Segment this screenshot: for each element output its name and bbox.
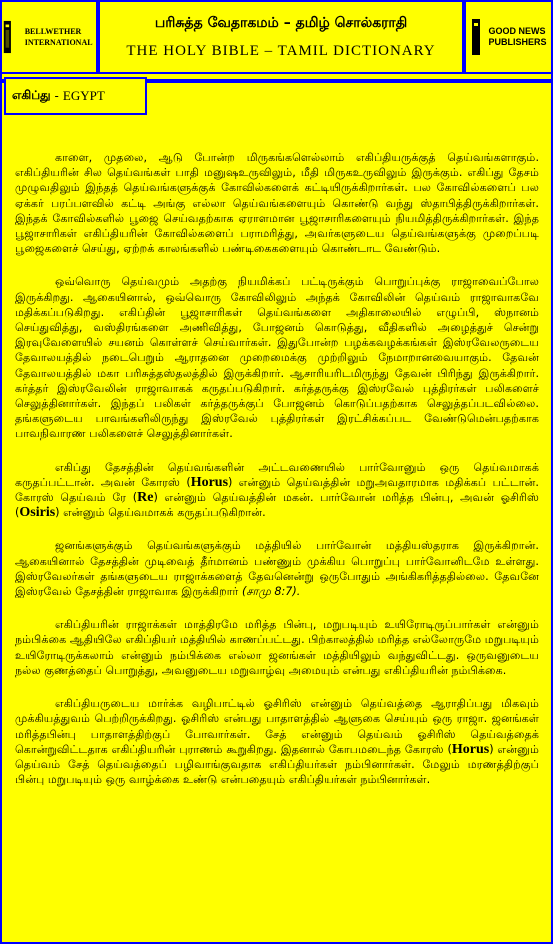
paragraph-4 (15, 538, 539, 599)
article-body (15, 150, 539, 805)
topic-tamil: எகிப்து (12, 88, 51, 102)
paragraph-2: ஒவ்வொரு தெய்வமும் அதற்கு நியமிக்கப் பட்டிருக்கும் பொறுப்புக்கு ராஜாவைப்போல இருக்கிறது. ஆகையினால், ஒவ்வொரு கோவிலிலும் அந்தக் கோவிலின் தெய்வம் ராஜாவாகவே மதிக்கப்படுகிறது. எகிப்தின் பூஜாசாரிகள் தெய்வங்களை அதிகாலையில் எழுப்பி, ஸ்நானம் செய்துவித்து, வஸ்திரங்களை அணிவித்து, போஜனம் கொடுத்து, வீதிகளில் அழைத்துச் சென்று இரவுவேளையில் சயனம் கொள்ளச் செய்வார்கள். இதுபோன்ற பழக்கவழக்கங்கள் இஸ்ரவேலருடைய தேவாலயத்தில் நடைபெறும் ஆராதனை முறைமைக்கு முற்றிலும் நேமாறானவையாகும். தேவன் தேவாலயத்தில் மகா பரிசுத்தஸ்தலத்தில் இருக்கிறார். ஆசாரியரிடமிருந்து தேவன் பிரிந்து இருக்கிறார். கர்த்தர் இஸ்ரவேலின் ராஜாவாகக் கருதப்படுகிறார். கர்த்தருக்கு இஸ்ரவேல் புத்திரர்கள் பலிகளைச் செலுத்தினார்கள். இந்தப் பலிகள் கர்த்தருக்குப் போஜனம் கொடுப்பதற்காக செலுத்தப்படவில்லை. தங்களுடைய பாவங்களிலிருந்து இஸ்ரவேல் புத்திரர்கள் இரட்சிக்கப்பட வேண்டுமென்பதற்காக பாவநிவாரண பலிகளைச் செலுத்தினார்கள். (15, 275, 539, 441)
bellwether-logo (0, 0, 98, 74)
header (0, 0, 553, 80)
p3-text-2: ) என்னும் தெய்வத்தின் மறுஅவதாரமாக மதிக்கப் பட்டான். கோரஸ் தெய்வம் ரே ( (15, 475, 539, 505)
p3-text-1: எகிப்து தேசத்தின் தெய்வங்களின் அட்டவணையில் பார்வோனும் ஒரு தெய்வமாகக் கருதப்பட்டான். அவன் கோரஸ் ( (15, 460, 539, 489)
logo-right-line-2: PUBLISHERS (488, 37, 547, 47)
paragraph-3 (15, 460, 539, 521)
paragraph-1: காளை, முதலை, ஆடு போன்ற மிருகங்களெல்லாம் எகிப்தியருக்குத் தெய்வங்களாகும். எகிப்தியரின் சில தெய்வங்கள் பாதி மனுஷஉருவிலும், மீதி மிருகஉருவிலும் இருக்கும். எகிப்து தேசம் முழுவதிலும் இந்தத் தெய்வங்களுக்குக் கோவில்களைக் கட்டியிருக்கிறார்கள். பல கோவில்களைப் பல ஏக்கர் பரப்பளவில் கட்டி அங்கு எல்லா தெய்வங்களையும் கொண்டு வந்து ஸ்தாபித்திருக்கிறார்கள். இந்தக் கோவில்களில் பூஜை செய்வதற்காக ஏராளமான பூஜாசாரிகளையும் நியமித்திருக்கிறார்கள். இந்த பூஜாசாரிகள் எகிப்தியரின் கோவில்களைப் பராமரித்து, அவர்களுடைய தெய்வங்களுக்கு முறைப்படி பூஜைகளைச் செய்து, ஏற்றக் காலங்களில் பண்டிகைகளையும் கொண்டாட வேண்டும். (15, 151, 539, 256)
p3-english-horus: Horus (190, 474, 229, 490)
topic-english: EGYPT (62, 88, 105, 103)
p3-text-4: ) என்னும் தெய்வமாகக் கருதப்படுகிறான். (55, 506, 266, 520)
p6-english-horus: Horus (451, 741, 490, 757)
p6-text-1: எகிப்தியருடைய மார்க்க வழிபாட்டில் ஓசிரிஸ் என்னும் தெய்வத்தை ஆராதிப்பது மிகவும் முக்கியத்துவம் பெற்றிருக்கிறது. ஓசிரிஸ் என்பது பாதாளத்தில் ஆளுகை செய்யும் ஒரு ராஜா. ஜனங்கள் மரித்தபின்பு பாதாளத்திற்குப் போவார்கள். சேத் என்னும் தெய்வம் ஓசிரிஸ் தெய்வத்தைக் கொன்றுவிட்டதாக எகிப்தியரின் புராணம் கூறுகிறது. இதனால் கோபமடைந்த கோரஸ் ( (15, 697, 539, 756)
title-tamil: பரிசுத்த வேதாகமம் – தமிழ் சொல்கராதி (154, 14, 408, 31)
p3-english-osiris: Osiris (19, 505, 56, 521)
title-english: THE HOLY BIBLE – TAMIL DICTIONARY (126, 42, 436, 59)
p3-english-re: Re (137, 490, 154, 506)
topic-separator: - (54, 89, 59, 103)
logo-right-line-1: GOOD NEWS (488, 26, 546, 36)
paragraph-6 (15, 696, 539, 787)
p3-text-3: ) என்னும் தெய்வத்தின் மகன். பார்வோன் மரித்த பின்பு, அவன் ஓசிரிஸ் ( (15, 491, 539, 520)
paragraph-5: எகிப்தியரின் ராஜாக்கள் மாத்திரமே மரித்த பின்பு, மறுபடியும் உயிரோடிருப்பார்கள் என்னும் நம்பிக்கை ஆதியிலே எகிப்தியர் மத்தியில் காணப்பட்டது. பிற்காலத்தில் மரித்த எல்லோருமே மறுபடியும் உயிரோடிருக்கலாம் என்னும் நம்பிக்கை எல்லா ஜனங்கள் மத்தியிலும் வந்துவிட்டது. ஒருவனுடைய நல்ல குணத்தைப் பொறுத்து, அவனுடைய மறுவாழ்வு அமையும் என்பது எகிப்தியரின் நம்பிக்கை. (15, 618, 539, 677)
p4-text: ஜனங்களுக்கும் தெய்வங்களுக்கும் மத்தியில் பார்வோன் மத்தியஸ்தராக இருக்கிறான். ஆகையினால் தேசத்தின் முடிவைத் தீர்மானம் பண்ணும் முக்கிய பொறுப்பு பார்வோனிடமே உள்ளது. இஸ்ரவேலர்கள் தங்களுடைய ராஜாக்களைத் தேவனென்று ஒருபோதும் அங்கிகரித்ததில்லை. தேவனே இஸ்ரவேல் தேசத்தின் ராஜாவாக இருக்கிறார் (15, 539, 539, 599)
topic-heading (4, 77, 147, 115)
logo-left-line-1: BELLWETHER (24, 27, 82, 36)
p4-reference: (சாமு 8:7). (241, 585, 301, 599)
p6-text-2: ) என்னும் தெய்வம் சேத் தெய்வத்தைப் பழிவாங்குவதாக எகிப்தியர்கள் நம்பினார்கள். மேலும் மரணத்திற்குப் பின்பு மறுபடியும் ஒரு வாழ்க்கை உண்டு என்பதையும் எகிப்தியர்கள் நம்பினார்கள். (15, 742, 539, 787)
title-box (98, 0, 464, 74)
book-icon-right (470, 17, 482, 57)
book-icon (2, 17, 13, 57)
logo-left-line-2: INTERNATIONAL (24, 38, 93, 47)
good-news-logo (464, 0, 553, 74)
